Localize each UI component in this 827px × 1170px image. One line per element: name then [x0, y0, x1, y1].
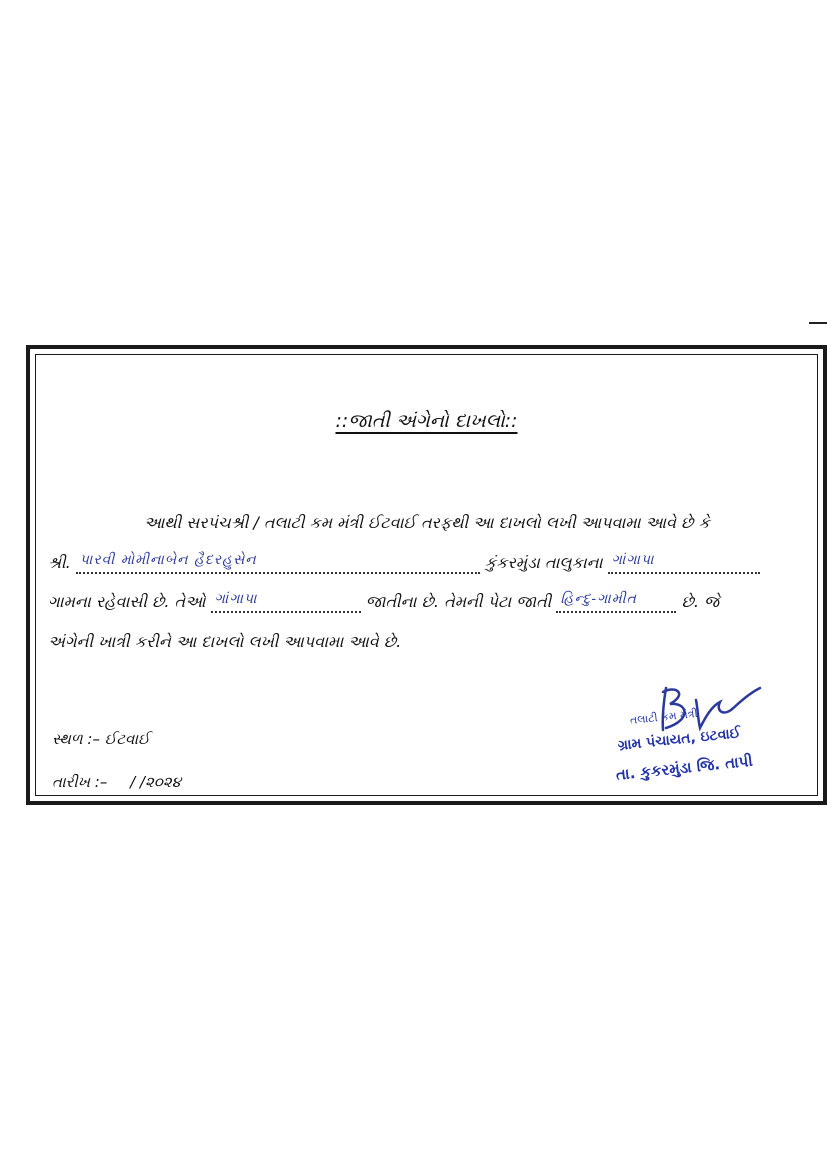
stamp-taluka: તા. કુકરમુંડા જિ. તાપી	[615, 751, 754, 784]
name-line	[48, 552, 760, 574]
date-label: તારીખ :–	[52, 773, 108, 791]
official-stamp	[596, 680, 806, 805]
taluka-text: કુંકરમુંડા તાલુકાના	[484, 553, 603, 572]
caste-certificate	[26, 345, 827, 805]
closing-text: અંગેની ખાત્રી કરીને આ દાખલો લખી આપવામા આવે છે.	[48, 632, 402, 651]
village-value: ગાંગાપા	[611, 552, 655, 568]
resident-line	[48, 591, 719, 613]
name-field	[76, 552, 480, 574]
name-value: પારવી મોમીનાબેન હૈદરહુસેન	[79, 552, 257, 568]
certificate-inner-border	[35, 354, 818, 796]
place-label: સ્થળ :–	[52, 730, 100, 748]
resident-text: ગામના રહેવાસી છે. તેઓ	[48, 592, 206, 611]
place-value: ઈટવાઈ	[104, 730, 150, 748]
date-line	[52, 773, 181, 791]
date-value: / /૨૦૨૪	[130, 773, 181, 791]
subcaste-text: તેમની પેટા જાતી	[444, 592, 552, 611]
caste-field	[211, 591, 361, 613]
intro-text: આથી સરપંચશ્રી / તલાટી કમ મંત્રી ઈટવાઈ તરફથી આ દાખલો લખી આપવામા આવે છે કે	[144, 513, 710, 532]
closing-line	[48, 631, 401, 653]
stamp-panchayat: ગ્રામ પંચાયત, ઇટવાઈ	[617, 725, 742, 754]
certificate-title	[36, 410, 817, 432]
place-line	[52, 730, 150, 748]
caste-text: જાતીના છે.	[365, 592, 440, 611]
stamp-designation: તલાટી કમ મંત્રી	[629, 706, 699, 727]
line3-end-text: છે. જે	[681, 592, 720, 611]
village-field	[608, 552, 760, 574]
title-text: ::જાતી અંગેનો દાખલો::	[335, 410, 518, 432]
subcaste-value: હિન્દુ-ગામીત	[560, 591, 637, 607]
caste-value: ગાંગાપા	[214, 591, 258, 607]
shri-label: શ્રી.	[48, 553, 71, 572]
intro-line	[144, 512, 710, 534]
page-edge-mark	[809, 322, 827, 324]
subcaste-field	[556, 591, 676, 613]
